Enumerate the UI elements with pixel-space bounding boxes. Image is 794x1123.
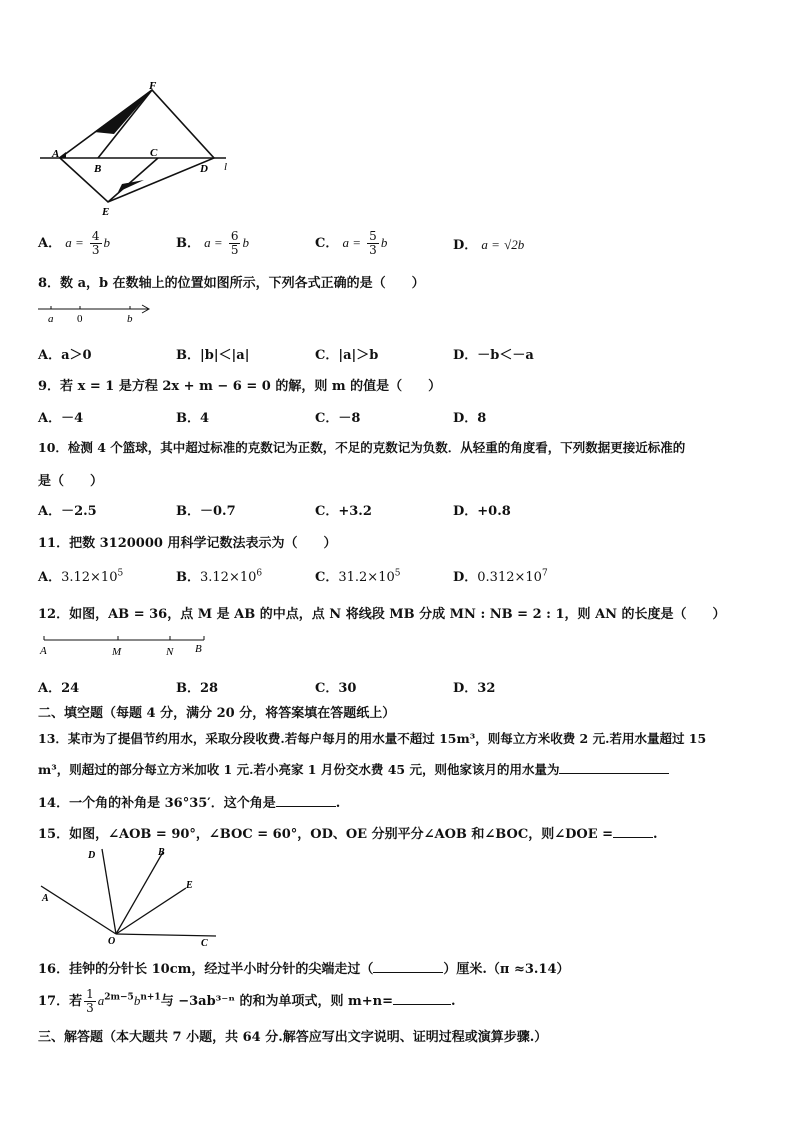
q17-answer-blank[interactable] [393,1004,451,1005]
fraction: $\frac{6}{5}$ [230,229,239,257]
q8-option-d[interactable]: D．－b＜－a [453,348,534,363]
q11-option-c[interactable]: C．$31.2\times 10^5$ [315,568,401,585]
geometry-figure-top [36,80,246,220]
q10-stem: 10．检测 4 个篮球，其中超过标准的克数记为正数，不足的克数记为负数．从轻重的角度看，下列数据更接近标准的 [38,440,686,455]
option-lhs: a = [481,237,500,252]
q16: 16．挂钟的分针长 10cm，经过半小时分针的尖端走过（ ）厘米.（π ≈3.14） [38,962,570,977]
q15: 15．如图，∠AOB = 90°，∠BOC = 60°，OD、OE 分别平分∠AOB 和∠BOC，则∠DOE = . [38,827,658,842]
q9-option-d[interactable]: D．8 [453,411,487,426]
q11-stem: 11．把数 3120000 用科学记数法表示为（ ） [38,536,337,551]
q9-option-c[interactable]: C．－8 [315,411,361,426]
q8-option-c[interactable]: C．|a|＞b [315,348,379,363]
q14: 14．一个角的补角是 36°35′．这个角是 . [38,796,341,811]
segment-label-m: M [112,646,122,658]
segment-label-n: N [166,646,174,658]
q9-option-a[interactable]: A．－4 [38,411,84,426]
option-lhs: a = [204,235,223,250]
fraction: $\frac{5}{3}$ [369,229,377,257]
q10-option-d[interactable]: D．+0.8 [453,504,511,519]
axis-label-zero: 0 [77,313,83,325]
q10-option-c[interactable]: C．+3.2 [315,504,372,519]
q12-option-a[interactable]: A．24 [38,681,80,696]
label-c: C [150,147,158,159]
angle-figure [36,844,226,952]
q13-line-1: 13．某市为了提倡节约用水，采取分段收费.若每户每月的用水量不超过 15m³，则每立方米收费 2 元.若用水量超过 15 [38,731,707,746]
fraction: $\frac{1}{3}$ [86,987,94,1015]
q13-answer-blank[interactable] [559,773,669,774]
fraction: $\frac{4}{3}$ [91,229,100,257]
label-e: E [102,206,110,218]
q12-option-b[interactable]: B．28 [176,681,219,696]
section-3-heading: 三、解答题（本大题共 7 小题，共 64 分.解答应写出文字说明、证明过程或演算步骤.） [38,1030,548,1045]
label-o: O [108,936,116,947]
label-d: D [200,163,208,175]
number-line [36,300,156,326]
q15-answer-blank[interactable] [613,837,653,838]
q16-answer-blank[interactable] [373,972,443,973]
q8-option-b[interactable]: B．|b|＜|a| [176,348,250,363]
option-rhs: b [380,235,388,250]
q12-stem: 12．如图，AB = 36，点 M 是 AB 的中点，点 N 将线段 MB 分成 MN : NB = 2 : 1，则 AN 的长度是（ ） [38,607,726,622]
q12-option-d[interactable]: D．32 [453,681,496,696]
label-a: A [42,893,49,904]
label-b: B [94,163,102,175]
q7-option-b[interactable] [176,230,249,257]
segment-label-a: A [40,645,47,657]
q11-option-d[interactable]: D．$0.312\times 10^7$ [453,568,548,585]
q10-option-a[interactable]: A．－2.5 [38,504,97,519]
label-d: D [88,850,96,861]
segment-ec [108,158,158,202]
label-a: A [52,148,60,160]
option-lhs: a = [65,235,84,250]
option-rhs: b [242,235,249,250]
q7-option-c[interactable] [315,230,387,257]
option-rhs: b [103,235,111,250]
q14-answer-blank[interactable] [276,806,336,807]
axis-label-a: a [48,313,54,325]
label-f: F [149,80,157,92]
q7-option-a[interactable] [38,230,110,257]
option-letter: D． [453,238,478,253]
q10-option-b[interactable]: B．－0.7 [176,504,236,519]
label-l: l [224,161,228,173]
option-lhs: a = [342,235,362,250]
q13-line-2: m³，则超过的部分每立方米加收 1 元.若小亮家 1 月份交水费 45 元，则他家该月的用水量为 [38,760,669,778]
segment-label-b: B [195,643,202,655]
option-letter: C． [315,236,339,251]
q12-option-c[interactable]: C．30 [315,681,357,696]
q7-option-d[interactable] [453,234,524,253]
q9-option-b[interactable]: B．4 [176,411,210,426]
segment-figure [36,632,216,660]
label-c: C [201,938,208,949]
axis-label-b: b [127,313,133,325]
option-root: √2b [504,237,525,252]
option-letter: B． [176,236,200,251]
q8-stem: 8．数 a，b 在数轴上的位置如图所示，下列各式正确的是（ ） [38,276,425,291]
label-e: E [186,880,193,891]
q11-option-b[interactable]: B．$3.12\times 10^6$ [176,568,263,585]
label-b: B [158,847,165,858]
q11-option-a[interactable]: A．$3.12\times 10^5$ [38,568,124,585]
q17: 17．若 $\frac{1}{3}$ $a^{2m-5}b^{n+1}$与 −3ab³⁻ⁿ 的和为单项式，则 m+n= . [38,987,456,1015]
option-letter: A． [38,236,62,251]
section-2-heading: 二、填空题（每题 4 分，满分 20 分，将答案填在答题纸上） [38,706,396,721]
q10-stem-continued: 是（ ） [38,474,104,489]
q9-stem: 9．若 x = 1 是方程 2x + m − 6 = 0 的解，则 m 的值是（ ） [38,379,442,394]
q8-option-a[interactable]: A．a＞0 [38,348,92,363]
